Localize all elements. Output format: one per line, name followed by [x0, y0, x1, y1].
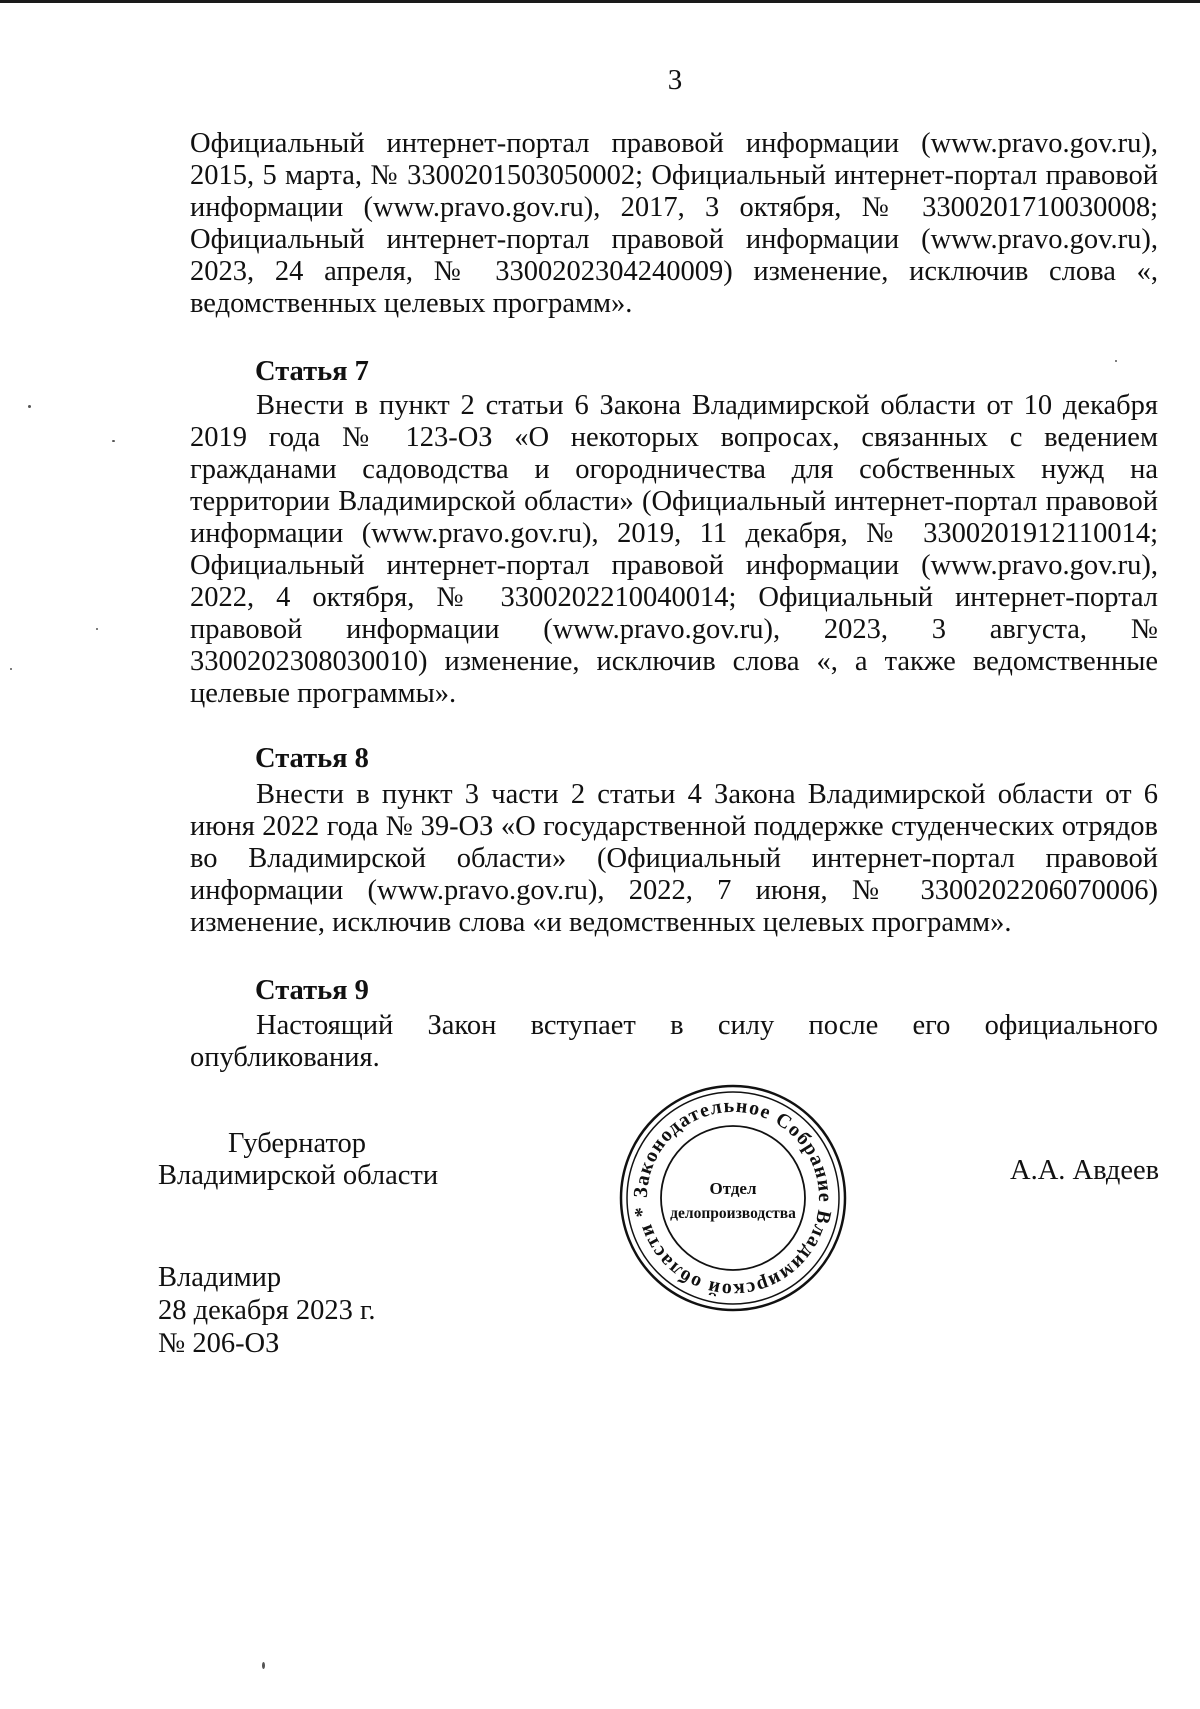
stamp-outer-ring	[621, 1086, 845, 1310]
signature-name: А.А. Авдеев	[1010, 1155, 1160, 1186]
footer-number: № 206-ОЗ	[158, 1328, 280, 1359]
stamp-center-line1: Отдел	[709, 1179, 757, 1198]
intro-paragraph-block	[190, 128, 1158, 320]
scan-speck	[96, 628, 98, 630]
signature-title-line2: Владимирской области	[158, 1160, 439, 1191]
article-9-body	[190, 1010, 1158, 1074]
scan-speck	[1115, 360, 1117, 362]
stamp-inner-ring	[661, 1126, 805, 1270]
article-7-body	[190, 390, 1158, 710]
official-stamp	[617, 1082, 849, 1314]
article-9-heading: Статья 9	[255, 975, 369, 1006]
stamp-outer-ring-inner	[627, 1092, 839, 1304]
stamp-center-line2: делопроизводства	[670, 1205, 796, 1222]
article-8-text: Внести в пункт 3 части 2 статьи 4 Закона Владимирской области от 6 июня 2022 года № 39-ОЗ «О государственной поддержке студенческих отрядов во Владимирской области» (Официальный интернет-портал правовой информации (www.pravo.gov.ru), 2022, 7 июня, № 3300202206070006) изменение, исключив слова «и ведомственных целевых программ».	[190, 779, 1158, 938]
page-top-edge	[0, 0, 1200, 3]
scan-speck	[28, 405, 31, 408]
scan-speck	[262, 1662, 265, 1669]
signature-title-line1: Губернатор	[228, 1128, 367, 1159]
footer-date: 28 декабря 2023 г.	[158, 1295, 376, 1326]
scan-speck	[10, 668, 12, 670]
stamp-ring-text: Законодательное Собрание Владимирской области *	[629, 1094, 837, 1302]
footer-city: Владимир	[158, 1262, 282, 1293]
article-8-heading: Статья 8	[255, 743, 369, 774]
scan-speck	[112, 440, 115, 442]
article-9-text: Настоящий Закон вступает в силу после его официального опубликования.	[190, 1010, 1158, 1073]
page-number: 3	[667, 64, 683, 96]
intro-paragraph: Официальный интернет-портал правовой информации (www.pravo.gov.ru), 2015, 5 марта, № 3300201503050002; Официальный интернет-портал правовой информации (www.pravo.gov.ru), 2017, 3 октября, № 3300201710030008; Официальный интернет-портал правовой информации (www.pravo.gov.ru), 2023, 24 апреля, № 3300202304240009) изменение, исключив слова «, ведомственных целевых программ».	[190, 128, 1158, 319]
article-8-body	[190, 779, 1158, 939]
article-7-heading: Статья 7	[255, 356, 369, 387]
article-7-text: Внести в пункт 2 статьи 6 Закона Владимирской области от 10 декабря 2019 года № 123-ОЗ «О некоторых вопросах, связанных с ведением гражданами садоводства и огородничества для собственных нужд на территории Владимирской области» (Официальный интернет-портал правовой информации (www.pravo.gov.ru), 2019, 11 декабря, № 3300201912110014; Официальный интернет-портал правовой информации (www.pravo.gov.ru), 2022, 4 октября, № 3300202210040014; Официальный интернет-портал правовой информации (www.pravo.gov.ru), 2023, 3 августа, № 3300202308030010) изменение, исключив слова «, а также ведомственные целевые программы».	[190, 390, 1158, 709]
